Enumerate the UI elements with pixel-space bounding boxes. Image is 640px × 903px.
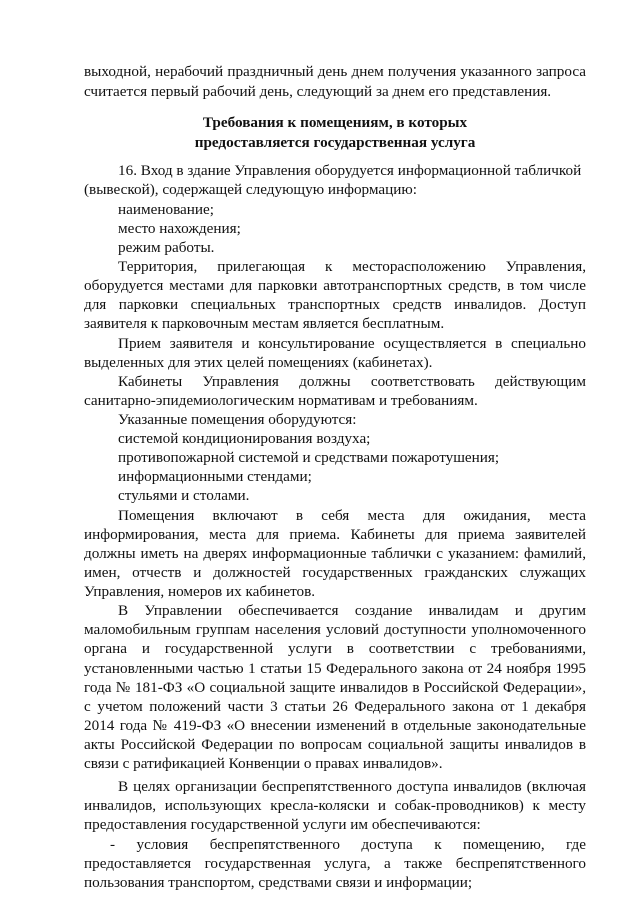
- body-line: В Управлении обеспечивается создание инвалидам и другим: [118, 602, 586, 619]
- body-line: 16. Вход в здание Управления оборудуется информационной табличкой: [118, 162, 582, 179]
- body-line: режим работы.: [118, 239, 215, 256]
- body-line: года № 181-ФЗ «О социальной защите инвалидов в Российской Федерации»,: [84, 679, 586, 696]
- body-line: В целях организации беспрепятственного доступа инвалидов (включая: [118, 778, 586, 795]
- section-heading-line-2: предоставляется государственная услуга: [194, 134, 476, 151]
- body-line: системой кондиционирования воздуха;: [118, 430, 371, 447]
- body-line: Управления, номеров их кабинетов.: [84, 583, 316, 600]
- body-line: связи с ратификацией Конвенции о правах инвалидов».: [84, 755, 443, 772]
- body-line: выделенных для этих целей помещениях (кабинетах).: [84, 354, 433, 371]
- body-line: маломобильным группам населения условий доступности уполномоченного: [84, 621, 586, 638]
- section-heading-line-1: Требования к помещениям, в которых: [202, 114, 468, 131]
- body-line: органа и государственной услуги в соответствии с требованиями,: [84, 640, 586, 657]
- body-line: стульями и столами.: [118, 487, 250, 504]
- body-line: с учетом положений части 3 статьи 26 Федерального закона от 1 декабря: [84, 698, 586, 715]
- body-line: предоставляется государственная услуга, а также беспрепятственного: [84, 855, 586, 872]
- intro-line-2: считается первый рабочий день, следующий за днем его представления.: [84, 83, 552, 100]
- body-line: пользования транспортом, средствами связи и информации;: [84, 874, 473, 891]
- intro-line-1: выходной, нерабочий праздничный день днем получения указанного запроса: [84, 63, 586, 80]
- body-line: санитарно-эпидемиологическим нормативам и требованиям.: [84, 392, 478, 409]
- body-line: предоставления государственной услуги им обеспечиваются:: [84, 816, 481, 833]
- body-line: наименование;: [118, 201, 214, 218]
- body-line: имен, отчеств и должностей государственных гражданских служащих: [84, 564, 586, 581]
- body-line: Указанные помещения оборудуются:: [118, 411, 357, 428]
- body-line: акты Российской Федерации по вопросам социальной защиты инвалидов в: [84, 736, 586, 753]
- body-line: Помещения включают в себя места для ожидания, места: [118, 507, 586, 524]
- body-line: информационными стендами;: [118, 468, 312, 485]
- body-line: информирования, места для приема. Кабинеты для приема заявителей: [84, 526, 586, 543]
- body-line: противопожарной системой и средствами пожаротушения;: [118, 449, 500, 466]
- body-line: Кабинеты Управления должны соответствовать действующим: [118, 373, 586, 390]
- body-line: Прием заявителя и консультирование осуществляется в специально: [118, 335, 586, 352]
- body-line: - условия беспрепятственного доступа к помещению, где: [110, 836, 586, 853]
- body-line: заявителя к парковочным местам является бесплатным.: [84, 315, 445, 332]
- body-line: установленными частью 1 статьи 15 Федерального закона от 24 ноября 1995: [84, 660, 586, 677]
- body-line: инвалидов, использующих кресла-коляски и собак-проводников) к месту: [84, 797, 586, 814]
- body-line: (вывеской), содержащей следующую информацию:: [84, 181, 417, 198]
- body-line: место нахождения;: [118, 220, 241, 237]
- body-line: должны иметь на дверях информационные таблички с указанием: фамилий,: [84, 545, 586, 562]
- body-line: для парковки специальных транспортных средств инвалидов. Доступ: [84, 296, 586, 313]
- body-line: 2014 года № 419-ФЗ «О внесении изменений в отдельные законодательные: [84, 717, 586, 734]
- body-line: Территория, прилегающая к месторасположению Управления,: [118, 258, 586, 275]
- body-line: оборудуется местами для парковки автотранспортных средств, в том числе: [84, 277, 586, 294]
